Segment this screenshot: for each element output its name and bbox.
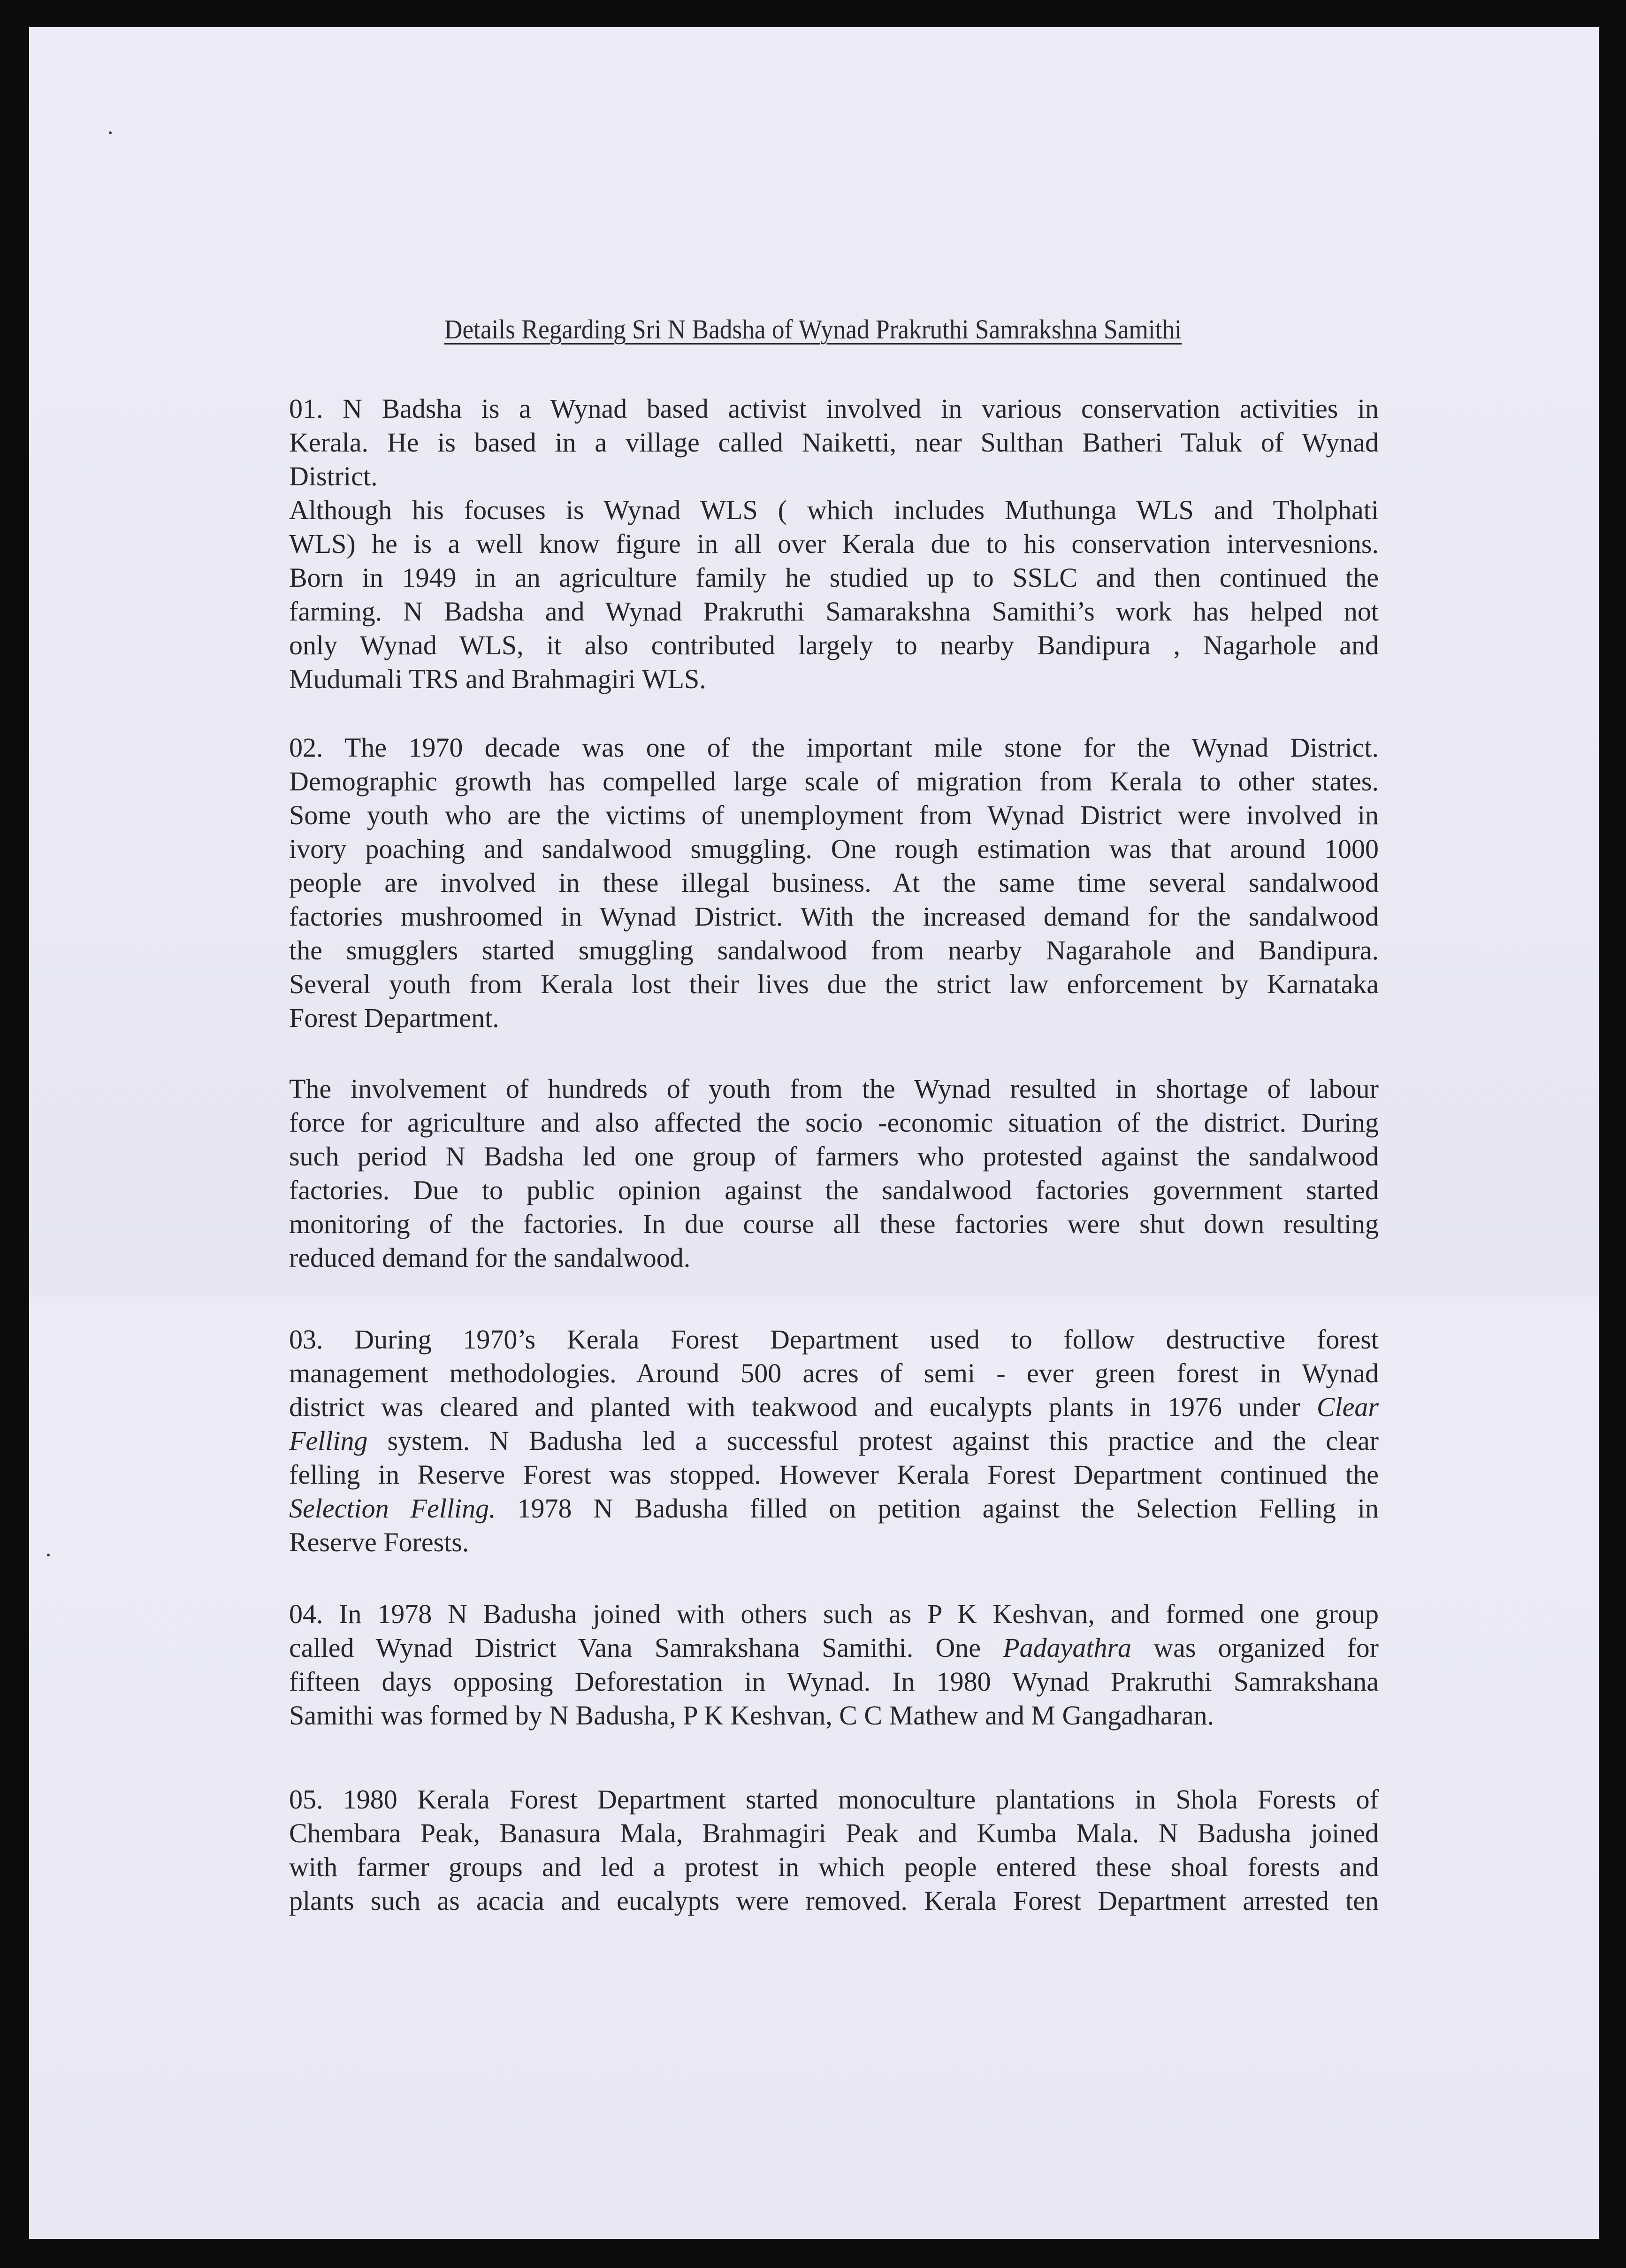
text-line: WLS) he is a well know figure in all over Kerala due to his conservation intervesnions. [289, 529, 1379, 559]
text-segment: called Wynad District Vana Samrakshana Samithi. One [289, 1632, 1003, 1663]
text-line: factories. Due to public opinion against the sandalwood factories government started [289, 1175, 1379, 1205]
ink-speck [109, 131, 112, 134]
text-line: felling in Reserve Forest was stopped. However Kerala Forest Department continued the [289, 1459, 1379, 1490]
text-line: 04. In 1978 N Badusha joined with others such as P K Keshvan, and formed one group [289, 1599, 1379, 1629]
text-line: people are involved in these illegal business. At the same time several sandalwood [289, 867, 1379, 898]
text-line: 02. The 1970 decade was one of the important mile stone for the Wynad District. [289, 732, 1379, 763]
text-line: Chembara Peak, Banasura Mala, Brahmagiri Peak and Kumba Mala. N Badusha joined [289, 1818, 1379, 1848]
text-line: force for agriculture and also affected the socio -economic situation of the district. During [289, 1107, 1379, 1138]
text-segment: 1978 N Badusha filled on petition against the Selection Felling in [496, 1493, 1379, 1524]
italic-term: Selection Felling. [289, 1493, 496, 1524]
text-line: Kerala. He is based in a village called Naiketti, near Sulthan Batheri Taluk of Wynad [289, 427, 1379, 458]
text-segment: district was cleared and planted with teakwood and eucalypts plants in 1976 under [289, 1392, 1317, 1422]
text-line [289, 1492, 1379, 1525]
italic-term: Clear [1316, 1392, 1379, 1422]
paragraph-03 [289, 1323, 1379, 1559]
text-line [289, 1631, 1379, 1665]
text-line: plants such as acacia and eucalypts were removed. Kerala Forest Department arrested ten [289, 1885, 1379, 1916]
text-line: fifteen days opposing Deforestation in Wynad. In 1980 Wynad Prakruthi Samrakshana [289, 1666, 1379, 1697]
text-line: Some youth who are the victims of unemployment from Wynad District were involved in [289, 800, 1379, 830]
text-line: monitoring of the factories. In due course all these factories were shut down resulting [289, 1209, 1379, 1239]
text-line: District. [289, 461, 378, 491]
text-line: Born in 1949 in an agriculture family he studied up to SSLC and then continued the [289, 562, 1379, 593]
text-line: farming. N Badsha and Wynad Prakruthi Samarakshna Samithi’s work has helped not [289, 596, 1379, 627]
text-line: ivory poaching and sandalwood smuggling. One rough estimation was that around 1000 [289, 834, 1379, 864]
paragraph-02 [289, 731, 1379, 1035]
paragraph-04 [289, 1597, 1379, 1732]
text-line: Forest Department. [289, 1003, 499, 1033]
text-line: factories mushroomed in Wynad District. With the increased demand for the sandalwood [289, 901, 1379, 932]
paragraph-05 [289, 1783, 1379, 1918]
text-line: Samithi was formed by N Badusha, P K Keshvan, C C Mathew and M Gangadharan. [289, 1700, 1214, 1731]
text-line: such period N Badsha led one group of farmers who protested against the sandalwood [289, 1141, 1379, 1172]
text-line: reduced demand for the sandalwood. [289, 1242, 691, 1273]
paper-fold-crease [29, 1295, 1599, 1297]
paragraph-01 [289, 392, 1379, 696]
text-line: 03. During 1970’s Kerala Forest Department used to follow destructive forest [289, 1324, 1379, 1355]
text-line: 05. 1980 Kerala Forest Department started monoculture plantations in Shola Forests of [289, 1784, 1379, 1815]
italic-term: Padayathra [1003, 1632, 1132, 1663]
text-line [289, 1424, 1379, 1458]
ink-speck [47, 1554, 50, 1556]
text-line: Demographic growth has compelled large scale of migration from Kerala to other states. [289, 766, 1379, 797]
text-line: Several youth from Kerala lost their lives due the strict law enforcement by Karnataka [289, 969, 1379, 999]
document-title: Details Regarding Sri N Badsha of Wynad Prakruthi Samrakshna Samithi [444, 314, 1182, 345]
text-segment: was organized for [1131, 1632, 1379, 1663]
text-line: Although his focuses is Wynad WLS ( which includes Muthunga WLS and Tholphati [289, 495, 1379, 525]
text-line: the smugglers started smuggling sandalwood from nearby Nagarahole and Bandipura. [289, 935, 1379, 965]
italic-term: Felling [289, 1425, 368, 1456]
text-line: management methodologies. Around 500 acres of semi - ever green forest in Wynad [289, 1358, 1379, 1388]
text-line: The involvement of hundreds of youth from the Wynad resulted in shortage of labour [289, 1073, 1379, 1104]
text-line [289, 1390, 1379, 1424]
text-line: with farmer groups and led a protest in which people entered these shoal forests and [289, 1852, 1379, 1882]
text-line: only Wynad WLS, it also contributed largely to nearby Bandipura , Nagarhole and [289, 630, 1379, 660]
paragraph-02-continued [289, 1072, 1379, 1275]
text-line: Mudumali TRS and Brahmagiri WLS. [289, 664, 706, 694]
text-segment: system. N Badusha led a successful protest against this practice and the clear [367, 1425, 1379, 1456]
text-line: 01. N Badsha is a Wynad based activist involved in various conservation activities in [289, 393, 1379, 424]
text-line: Reserve Forests. [289, 1527, 469, 1557]
